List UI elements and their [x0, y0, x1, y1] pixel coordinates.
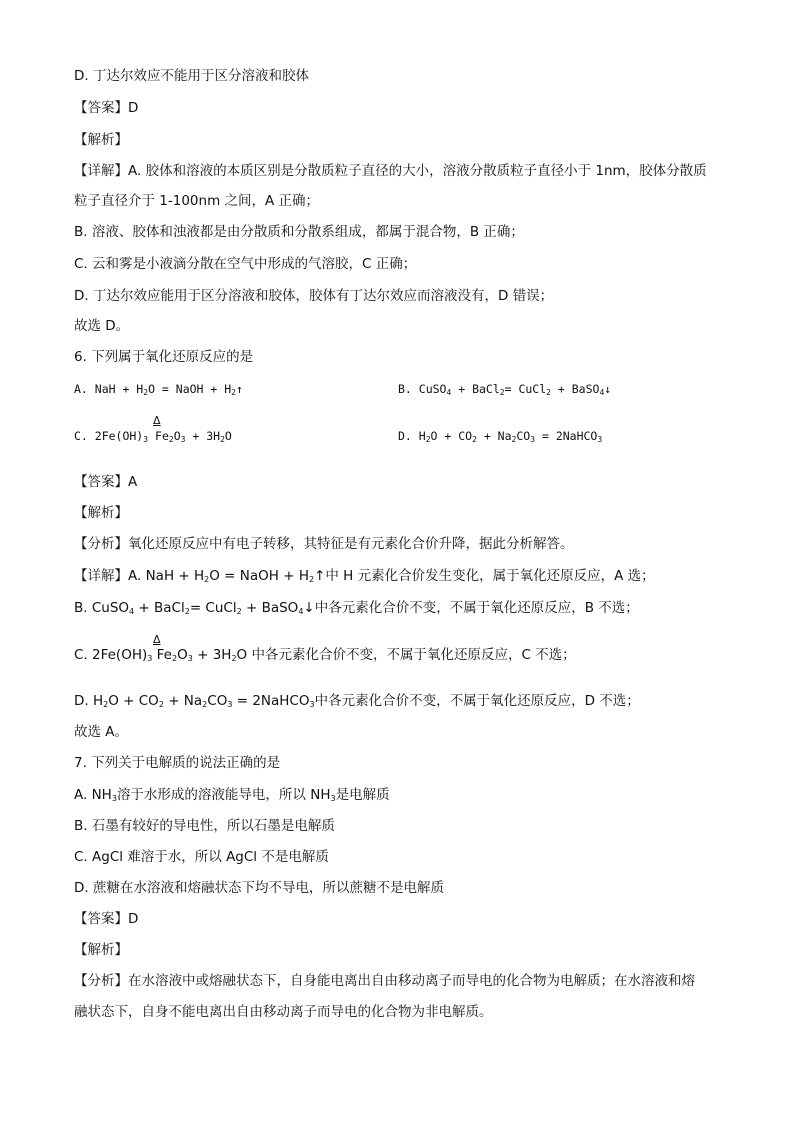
- q7-option-d: D. 蔗糖在水溶液和熔融状态下均不导电，所以蔗糖不是电解质: [74, 880, 444, 896]
- q6-option-d: D. $H_2O + CO_2 + Na_2CO_3$ = 2NaHCO$_3$: [398, 429, 603, 444]
- detail-line-2: 粒子直径介于 1-100nm 之间，A 正确；: [74, 193, 320, 209]
- heating-symbol: Δ: [153, 633, 161, 646]
- analysis-line-2: 融状态下，自身不能电离出自由移动离子而导电的化合物为非电解质。: [74, 1004, 493, 1020]
- q7-option-a: A. $NH_3$溶于水形成的溶液能导电，所以 $NH_3$是电解质: [74, 787, 390, 803]
- q6-option-a: A. NaH + $H_2O$ = NaOH + $H_2↑$: [74, 382, 243, 397]
- question-6-title: 6. 下列属于氧化还原反应的是: [74, 349, 254, 365]
- detail-line-d: D. 丁达尔效应能用于区分溶液和胶体，胶体有丁达尔效应而溶液没有，D 错误；: [74, 288, 554, 304]
- detail-line-1: 【详解】A. 胶体和溶液的本质区别是分散质粒子直径的大小，溶液分散质粒子直径小于 1nm，胶体分散质: [74, 163, 707, 179]
- analysis-label: 【解析】: [74, 942, 128, 958]
- conclusion-line: 故选 D。: [74, 318, 130, 334]
- analysis-line-1: 【分析】在水溶液中或熔融状态下，自身能电离出自由移动离子而导电的化合物为电解质；在水溶液和熔: [74, 973, 695, 989]
- detail-line-c: C. 云和雾是小液滴分散在空气中形成的气溶胶，C 正确；: [74, 256, 417, 272]
- heating-symbol: Δ: [153, 414, 161, 427]
- answer-label: 【答案】D: [74, 100, 139, 116]
- q7-option-c: C. AgCl 难溶于水，所以 AgCl 不是电解质: [74, 849, 329, 865]
- analysis-label: 【解析】: [74, 132, 128, 148]
- detail-line-d: D. $H_2O + CO_2 + Na_2CO_3$ = 2NaHCO$_3$中各元素化合价不变，不属于氧化还原反应，D 不选；: [74, 693, 640, 709]
- option-d-line: D. 丁达尔效应不能用于区分溶液和胶体: [74, 68, 309, 84]
- analysis-line: 【分析】氧化还原反应中有电子转移，其特征是有元素化合价升降，据此分析解答。: [74, 536, 574, 552]
- analysis-label: 【解析】: [74, 505, 128, 521]
- detail-line-a: 【详解】A. NaH + $H_2O$ = NaOH + $H_2↑$中 H 元素化合价发生变化，属于氧化还原反应，A 选；: [74, 568, 655, 584]
- detail-line-b: B. CuSO$_4$ + BaCl$_2$= CuCl$_2$ + BaSO$_4$↓中各元素化合价不变，不属于氧化还原反应，B 不选；: [74, 600, 639, 616]
- q7-option-b: B. 石墨有较好的导电性，所以石墨是电解质: [74, 818, 335, 834]
- detail-line-b: B. 溶液、胶体和浊液都是由分散质和分散系组成，都属于混合物，B 正确；: [74, 224, 524, 240]
- q6-option-c: C. $2Fe(OH)_3$ $Fe_2O_3 + 3H_2O$: [74, 429, 232, 444]
- conclusion-line: 故选 A。: [74, 724, 129, 740]
- detail-line-c: C. $2Fe(OH)_3$ $Fe_2O_3 + 3H_2O$ 中各元素化合价不变，不属于氧化还原反应，C 不选；: [74, 647, 576, 663]
- question-7-title: 7. 下列关于电解质的说法正确的是: [74, 755, 281, 771]
- answer-label: 【答案】A: [74, 474, 138, 490]
- answer-label: 【答案】D: [74, 911, 139, 927]
- q6-option-b: B. CuSO$_4$ + BaCl$_2$= CuCl$_2$ + BaSO$_4$↓: [398, 382, 612, 397]
